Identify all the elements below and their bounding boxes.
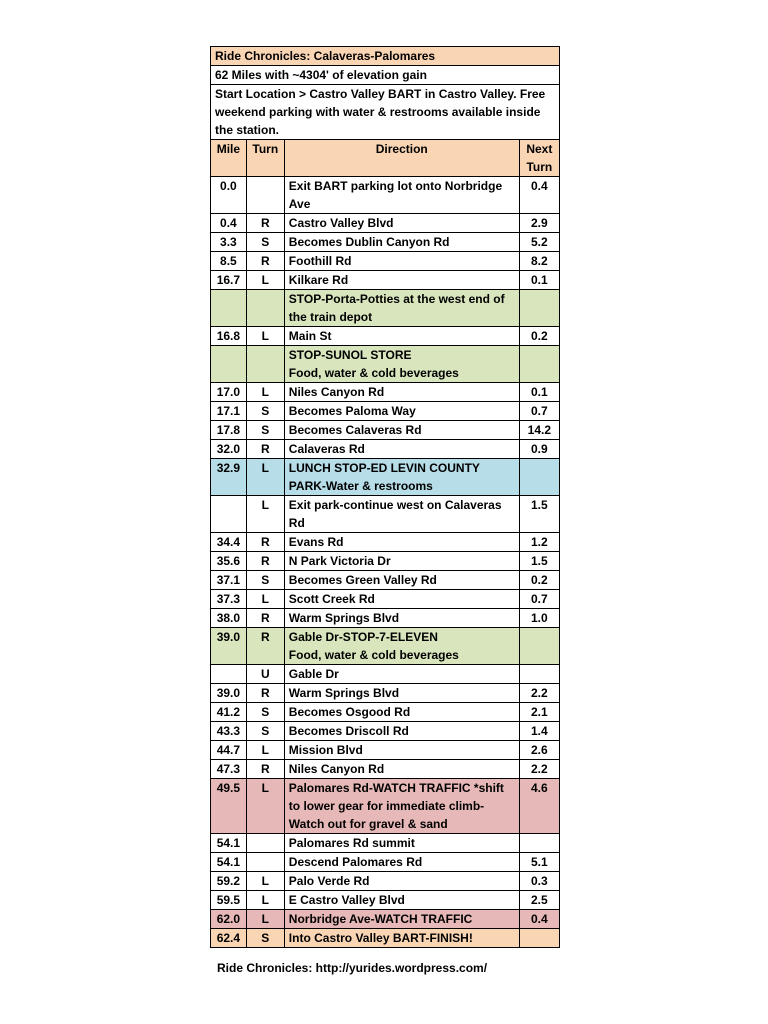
cue-turn: L	[246, 496, 284, 533]
cue-next-turn: 5.2	[519, 233, 559, 252]
cue-next-turn: 5.1	[519, 853, 559, 872]
cue-next-turn: 0.2	[519, 327, 559, 346]
cue-next-turn: 2.6	[519, 741, 559, 760]
cue-direction: Becomes Paloma Way	[284, 402, 519, 421]
cue-next-turn	[519, 665, 559, 684]
cue-mile: 41.2	[211, 703, 247, 722]
cue-next-turn	[519, 834, 559, 853]
cue-direction: Castro Valley Blvd	[284, 214, 519, 233]
cue-row	[211, 741, 560, 760]
cue-sheet-table	[210, 46, 560, 948]
cue-mile: 32.0	[211, 440, 247, 459]
column-header-next-turn: Next Turn	[519, 140, 559, 177]
cue-mile: 38.0	[211, 609, 247, 628]
cue-mile: 62.4	[211, 929, 247, 948]
cue-mile: 47.3	[211, 760, 247, 779]
cue-turn: L	[246, 891, 284, 910]
column-header-turn: Turn	[246, 140, 284, 177]
cue-row	[211, 872, 560, 891]
cue-turn: L	[246, 383, 284, 402]
cue-direction: Foothill Rd	[284, 252, 519, 271]
cue-mile: 35.6	[211, 552, 247, 571]
cue-mile: 49.5	[211, 779, 247, 834]
cue-row	[211, 346, 560, 383]
cue-turn: S	[246, 703, 284, 722]
cue-row	[211, 834, 560, 853]
start-location: Start Location > Castro Valley BART in Castro Valley. Free weekend parking with water & restrooms available inside the station.	[211, 85, 560, 140]
cue-mile: 17.1	[211, 402, 247, 421]
cue-next-turn: 0.4	[519, 910, 559, 929]
cue-next-turn: 0.7	[519, 402, 559, 421]
cue-turn: R	[246, 440, 284, 459]
cue-row	[211, 684, 560, 703]
cue-next-turn: 1.0	[519, 609, 559, 628]
cue-turn: L	[246, 741, 284, 760]
cue-mile: 59.5	[211, 891, 247, 910]
cue-turn: L	[246, 327, 284, 346]
cue-next-turn: 2.2	[519, 760, 559, 779]
cue-turn: L	[246, 779, 284, 834]
cue-next-turn	[519, 346, 559, 383]
cue-row	[211, 233, 560, 252]
cue-next-turn: 1.5	[519, 496, 559, 533]
cue-direction: Kilkare Rd	[284, 271, 519, 290]
cue-turn: L	[246, 271, 284, 290]
cue-next-turn: 0.2	[519, 571, 559, 590]
cue-row	[211, 402, 560, 421]
column-header-mile: Mile	[211, 140, 247, 177]
cue-direction: STOP-SUNOL STORE Food, water & cold beverages	[284, 346, 519, 383]
cue-row	[211, 271, 560, 290]
cue-mile: 62.0	[211, 910, 247, 929]
cue-row	[211, 214, 560, 233]
cue-turn: S	[246, 571, 284, 590]
cue-turn: L	[246, 910, 284, 929]
cue-row	[211, 327, 560, 346]
cue-turn	[246, 834, 284, 853]
cue-turn: U	[246, 665, 284, 684]
cue-direction: N Park Victoria Dr	[284, 552, 519, 571]
cue-mile: 0.0	[211, 177, 247, 214]
cue-row	[211, 628, 560, 665]
cue-mile: 37.1	[211, 571, 247, 590]
cue-direction: Evans Rd	[284, 533, 519, 552]
start-row	[211, 85, 560, 140]
sheet-title: Ride Chronicles: Calaveras-Palomares	[211, 47, 560, 66]
cue-row	[211, 760, 560, 779]
cue-next-turn	[519, 459, 559, 496]
cue-mile: 54.1	[211, 834, 247, 853]
cue-row	[211, 440, 560, 459]
cue-next-turn: 4.6	[519, 779, 559, 834]
cue-next-turn: 2.1	[519, 703, 559, 722]
cue-row	[211, 290, 560, 327]
cue-row	[211, 703, 560, 722]
cue-next-turn	[519, 929, 559, 948]
cue-turn: R	[246, 252, 284, 271]
cue-next-turn: 0.9	[519, 440, 559, 459]
cue-direction: Warm Springs Blvd	[284, 609, 519, 628]
cue-direction: Palo Verde Rd	[284, 872, 519, 891]
cue-next-turn: 8.2	[519, 252, 559, 271]
cue-direction: Becomes Osgood Rd	[284, 703, 519, 722]
cue-mile: 17.0	[211, 383, 247, 402]
cue-next-turn: 14.2	[519, 421, 559, 440]
cue-mile: 59.2	[211, 872, 247, 891]
cue-row	[211, 891, 560, 910]
title-row	[211, 47, 560, 66]
cue-mile: 8.5	[211, 252, 247, 271]
cue-next-turn: 1.4	[519, 722, 559, 741]
footer-credit: Ride Chronicles: http://yurides.wordpress.com/	[217, 961, 488, 975]
cue-direction: Niles Canyon Rd	[284, 383, 519, 402]
cue-turn: S	[246, 421, 284, 440]
cue-next-turn: 1.5	[519, 552, 559, 571]
cue-next-turn: 1.2	[519, 533, 559, 552]
cue-next-turn: 2.9	[519, 214, 559, 233]
cue-next-turn: 0.1	[519, 271, 559, 290]
cue-mile: 34.4	[211, 533, 247, 552]
cue-turn: R	[246, 628, 284, 665]
cue-turn: R	[246, 684, 284, 703]
cue-turn: R	[246, 214, 284, 233]
cue-row	[211, 910, 560, 929]
cue-direction: LUNCH STOP-ED LEVIN COUNTY PARK-Water & restrooms	[284, 459, 519, 496]
cue-mile: 0.4	[211, 214, 247, 233]
cue-next-turn: 2.2	[519, 684, 559, 703]
cue-turn	[246, 853, 284, 872]
cue-direction: E Castro Valley Blvd	[284, 891, 519, 910]
cue-row	[211, 533, 560, 552]
cue-next-turn: 0.1	[519, 383, 559, 402]
cue-row	[211, 590, 560, 609]
cue-turn: S	[246, 233, 284, 252]
cue-direction: Into Castro Valley BART-FINISH!	[284, 929, 519, 948]
cue-mile: 39.0	[211, 628, 247, 665]
cue-mile: 54.1	[211, 853, 247, 872]
cue-direction: Warm Springs Blvd	[284, 684, 519, 703]
cue-direction: Becomes Dublin Canyon Rd	[284, 233, 519, 252]
cue-turn: L	[246, 872, 284, 891]
cue-direction: Scott Creek Rd	[284, 590, 519, 609]
cue-mile: 44.7	[211, 741, 247, 760]
cue-row	[211, 421, 560, 440]
cue-turn: L	[246, 459, 284, 496]
cue-direction: Exit park-continue west on Calaveras Rd	[284, 496, 519, 533]
cue-turn: S	[246, 722, 284, 741]
cue-direction: Palomares Rd summit	[284, 834, 519, 853]
column-header-row	[211, 140, 560, 177]
cue-turn: R	[246, 533, 284, 552]
cue-mile: 17.8	[211, 421, 247, 440]
cue-next-turn: 0.4	[519, 177, 559, 214]
cue-direction: Exit BART parking lot onto Norbridge Ave	[284, 177, 519, 214]
cue-row	[211, 609, 560, 628]
cue-mile: 39.0	[211, 684, 247, 703]
cue-turn	[246, 177, 284, 214]
cue-mile	[211, 496, 247, 533]
cue-mile: 3.3	[211, 233, 247, 252]
cue-turn: S	[246, 402, 284, 421]
cue-direction: Gable Dr-STOP-7-ELEVEN Food, water & cold beverages	[284, 628, 519, 665]
cue-direction: Calaveras Rd	[284, 440, 519, 459]
cue-mile: 16.8	[211, 327, 247, 346]
cue-direction: Gable Dr	[284, 665, 519, 684]
cue-row	[211, 571, 560, 590]
cue-row	[211, 177, 560, 214]
cue-mile	[211, 346, 247, 383]
cue-direction: Main St	[284, 327, 519, 346]
cue-row	[211, 383, 560, 402]
cue-direction: Becomes Calaveras Rd	[284, 421, 519, 440]
cue-next-turn: 0.3	[519, 872, 559, 891]
cue-mile: 32.9	[211, 459, 247, 496]
cue-turn: R	[246, 609, 284, 628]
cue-direction: Becomes Green Valley Rd	[284, 571, 519, 590]
cue-direction: Palomares Rd-WATCH TRAFFIC *shift to lower gear for immediate climb-Watch out for gravel & sand	[284, 779, 519, 834]
cue-turn: R	[246, 760, 284, 779]
cue-direction: Descend Palomares Rd	[284, 853, 519, 872]
distance-row	[211, 66, 560, 85]
cue-turn: S	[246, 929, 284, 948]
cue-mile: 43.3	[211, 722, 247, 741]
cue-turn	[246, 290, 284, 327]
cue-row	[211, 665, 560, 684]
cue-turn	[246, 346, 284, 383]
cue-row	[211, 853, 560, 872]
cue-next-turn	[519, 628, 559, 665]
cue-direction: Becomes Driscoll Rd	[284, 722, 519, 741]
cue-mile: 37.3	[211, 590, 247, 609]
column-header-direction: Direction	[284, 140, 519, 177]
cue-mile: 16.7	[211, 271, 247, 290]
cue-row	[211, 722, 560, 741]
ride-distance: 62 Miles with ~4304' of elevation gain	[211, 66, 560, 85]
cue-row	[211, 496, 560, 533]
cue-mile	[211, 665, 247, 684]
cue-mile	[211, 290, 247, 327]
cue-row	[211, 459, 560, 496]
cue-next-turn: 2.5	[519, 891, 559, 910]
cue-turn: R	[246, 552, 284, 571]
cue-next-turn: 0.7	[519, 590, 559, 609]
cue-next-turn	[519, 290, 559, 327]
cue-direction: STOP-Porta-Potties at the west end of the train depot	[284, 290, 519, 327]
cue-row	[211, 779, 560, 834]
cue-turn: L	[246, 590, 284, 609]
cue-direction: Norbridge Ave-WATCH TRAFFIC	[284, 910, 519, 929]
cue-direction: Niles Canyon Rd	[284, 760, 519, 779]
cue-direction: Mission Blvd	[284, 741, 519, 760]
cue-row	[211, 929, 560, 948]
cue-row	[211, 552, 560, 571]
cue-sheet-body	[211, 47, 560, 948]
cue-row	[211, 252, 560, 271]
